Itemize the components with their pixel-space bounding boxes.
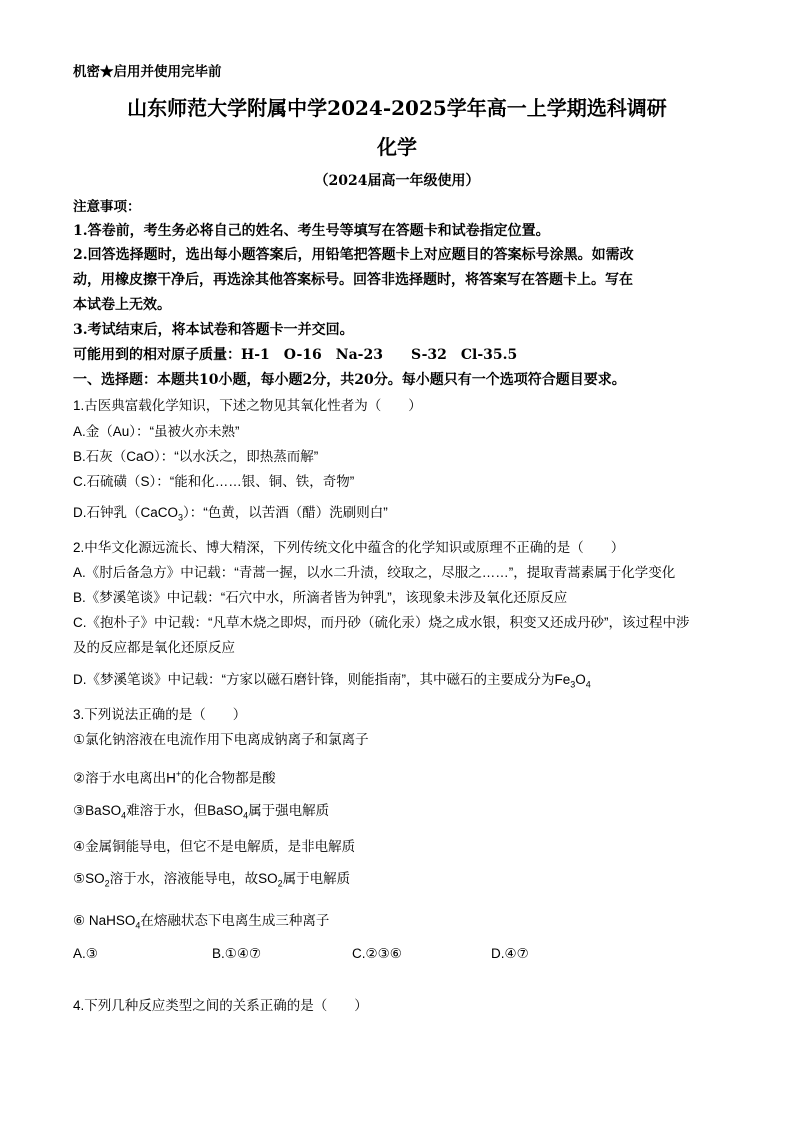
note-1: 1.答卷前，考生务必将自己的姓名、考生号等填写在答题卡和试卷指定位置。	[73, 223, 550, 239]
q3-statement-2: ②溶于水电离出H+的化合物都是酸	[73, 769, 276, 786]
q3-statement-4: ④金属铜能导电，但它不是电解质，是非电解质	[73, 839, 356, 854]
notes-heading: 注意事项：	[73, 199, 141, 215]
note-2-line-3: 本试卷上无效。	[73, 297, 171, 313]
q2-stem: 2.中华文化源远流长、博大精深，下列传统文化中蕴含的化学知识或原理不正确的是（ ）	[73, 540, 625, 555]
q3-option-a: A.③	[73, 946, 98, 961]
q3-statement-3: ③BaSO$_4$难溶于水，但BaSO$_4$属于强电解质	[73, 803, 330, 821]
note-3: 3.考试结束后，将本试卷和答题卡一并交回。	[73, 322, 354, 338]
confidential-label: 机密★启用并使用完毕前	[73, 64, 222, 80]
section-1-heading: 一、选择题：本题共10小题，每小题2分，共20分。每小题只有一个选项符合题目要求。	[73, 372, 626, 388]
q3-option-d: D.④⑦	[491, 946, 529, 961]
subject-title: 化学	[377, 135, 417, 159]
q3-statement-5: $⑤SO_2$溶于水，溶液能导电，故$SO_2$属于电解质	[73, 871, 351, 889]
q1-option-a: A.金（Au）：“虽被火亦未熟”	[73, 424, 240, 439]
q1-option-d: D.石钟乳（CaCO$_3$）：“色黄，以苦酒（醋）洗刷则白”	[73, 505, 388, 523]
q1-option-c: C.石硫磺（S）：“能和化……银、铜、铁，奇物”	[73, 474, 355, 489]
usage-note: （2024届高一年级使用）	[314, 173, 480, 189]
q2-option-a: A.《肘后备急方》中记载：“青蒿一握，以水二升渍，绞取之，尽服之……”，提取青蒿素属于化学变化	[73, 565, 676, 580]
q1-option-b: B.石灰（CaO）：“以水沃之，即热蒸而解”	[73, 449, 319, 464]
q3-statement-6: ⑥ NaHSO$_4$在熔融状态下电离生成三种离子	[73, 913, 330, 931]
exam-title: 山东师范大学附属中学2024-2025学年高一上学期选科调研	[127, 96, 667, 120]
q2-option-c-line-1: C.《抱朴子》中记载：“凡草木烧之即烬，而丹砂（硫化汞）烧之成水银，积变又还成丹砂”，该过程中涉	[73, 615, 690, 630]
q4-stem: 4.下列几种反应类型之间的关系正确的是（ ）	[73, 998, 368, 1013]
q3-option-c: C.②③⑥	[352, 946, 402, 961]
q3-option-b: B.①④⑦	[212, 946, 262, 961]
q2-option-c-line-2: 及的反应都是氧化还原反应	[73, 640, 235, 655]
note-2-line-2: 动，用橡皮擦干净后，再选涂其他答案标号。回答非选择题时，将答案写在答题卡上。写在	[73, 272, 633, 288]
q3-statement-1: ①氯化钠溶液在电流作用下电离成钠离子和氯离子	[73, 732, 369, 747]
q3-stem: 3.下列说法正确的是（ ）	[73, 707, 247, 722]
note-2-line-1: 2.回答选择题时，选出每小题答案后，用铅笔把答题卡上对应题目的答案标号涂黑。如需改	[73, 247, 634, 263]
q2-option-d: D.《梦溪笔谈》中记载：“方家以磁石磨针锋，则能指南”，其中磁石的主要成分为$Fe_3O_4$	[73, 672, 591, 690]
atomic-masses: 可能用到的相对原子质量：H-1 O-16 Na-23 S-32 Cl-35.5	[73, 347, 518, 363]
q2-option-b: B.《梦溪笔谈》中记载：“石穴中水，所滴者皆为钟乳”，该现象未涉及氧化还原反应	[73, 590, 568, 605]
q1-stem: 1.古医典富载化学知识，下述之物见其氧化性者为（ ）	[73, 398, 422, 413]
